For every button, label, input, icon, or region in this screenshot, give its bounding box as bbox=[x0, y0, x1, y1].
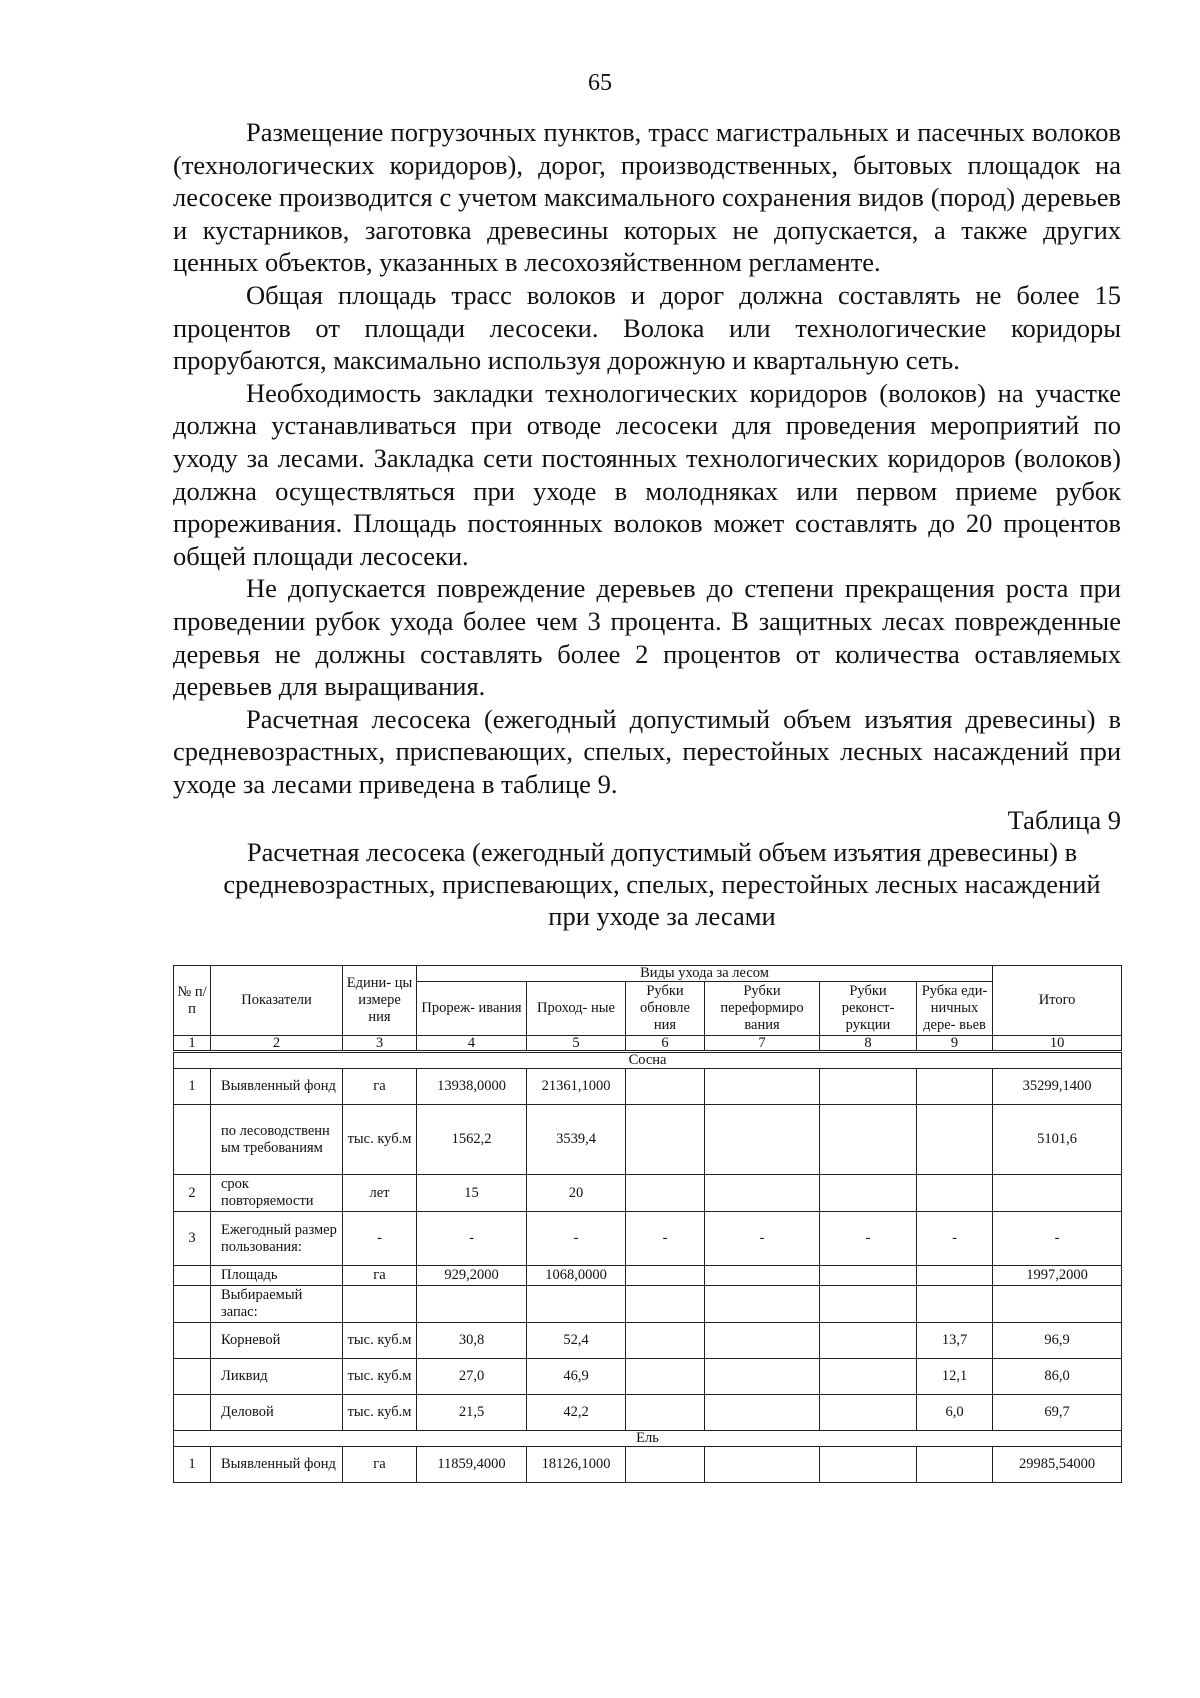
row-value bbox=[626, 1286, 705, 1323]
row-unit: тыс. куб.м bbox=[343, 1323, 417, 1359]
row-value: - bbox=[820, 1212, 917, 1266]
row-indicator: Ликвид bbox=[211, 1359, 343, 1395]
row-value bbox=[917, 1266, 993, 1286]
row-value bbox=[626, 1359, 705, 1395]
row-value: 52,4 bbox=[527, 1323, 626, 1359]
column-number: 2 bbox=[211, 1036, 343, 1052]
row-value bbox=[626, 1395, 705, 1431]
row-value bbox=[626, 1266, 705, 1286]
row-value: 27,0 bbox=[417, 1359, 527, 1395]
row-value: 30,8 bbox=[417, 1323, 527, 1359]
row-num: 1 bbox=[174, 1069, 211, 1105]
row-value bbox=[626, 1069, 705, 1105]
header-thinning: Прореж- ивания bbox=[417, 982, 527, 1036]
row-value: 6,0 bbox=[917, 1395, 993, 1431]
column-number: 6 bbox=[626, 1036, 705, 1052]
row-value bbox=[820, 1175, 917, 1212]
row-value: 13,7 bbox=[917, 1323, 993, 1359]
row-unit: тыс. куб.м bbox=[343, 1359, 417, 1395]
row-value bbox=[626, 1447, 705, 1483]
row-value bbox=[917, 1286, 993, 1323]
row-value bbox=[705, 1175, 820, 1212]
row-value bbox=[705, 1395, 820, 1431]
row-num bbox=[174, 1266, 211, 1286]
row-value bbox=[820, 1105, 917, 1175]
row-value: 1068,0000 bbox=[527, 1266, 626, 1286]
column-number-row bbox=[174, 1036, 1122, 1052]
row-value: - bbox=[417, 1212, 527, 1266]
section-row bbox=[174, 1052, 1122, 1069]
paragraph: Необходимость закладки технологических коридоров (волоков) на участке должна устанавливаться при отводе лесосеки для проведения мероприятий по уходу за лесами. Закладка сети постоянных технологических коридоров (волоков) должна осуществляться при уходе в молодняках или первом приеме рубок прореживания. Площадь постоянных волоков может составлять до 20 процентов общей площади лесосеки. bbox=[173, 377, 1121, 571]
row-value bbox=[626, 1105, 705, 1175]
row-value: - bbox=[527, 1212, 626, 1266]
row-value bbox=[820, 1395, 917, 1431]
row-value: 21,5 bbox=[417, 1395, 527, 1431]
column-number: 4 bbox=[417, 1036, 527, 1052]
row-total: 35299,1400 bbox=[993, 1069, 1122, 1105]
row-value bbox=[917, 1447, 993, 1483]
row-value bbox=[705, 1069, 820, 1105]
table-row bbox=[174, 1286, 1122, 1323]
row-value bbox=[705, 1286, 820, 1323]
row-value: 11859,4000 bbox=[417, 1447, 527, 1483]
table-row bbox=[174, 1105, 1122, 1175]
row-unit: га bbox=[343, 1447, 417, 1483]
page-number: 65 bbox=[588, 70, 612, 96]
row-indicator: Ежегодный размер пользования: bbox=[211, 1212, 343, 1266]
section-row bbox=[174, 1431, 1122, 1447]
row-indicator: Деловой bbox=[211, 1395, 343, 1431]
column-number: 7 bbox=[705, 1036, 820, 1052]
section-title: Сосна bbox=[174, 1052, 1122, 1069]
row-total: 5101,6 bbox=[993, 1105, 1122, 1175]
header-group: Виды ухода за лесом bbox=[417, 966, 993, 982]
row-num: 3 bbox=[174, 1212, 211, 1266]
row-value bbox=[820, 1447, 917, 1483]
paragraph: Расчетная лесосека (ежегодный допустимый объем изъятия древесины) в средневозрастных, приспевающих, спелых, перестойных лесных насаждений при уходе за лесами приведена в таблице 9. bbox=[173, 703, 1121, 799]
header-reconstruction: Рубки реконст- рукции bbox=[820, 982, 917, 1036]
row-value: 3539,4 bbox=[527, 1105, 626, 1175]
header-passage: Проход- ные bbox=[527, 982, 626, 1036]
row-unit: тыс. куб.м bbox=[343, 1395, 417, 1431]
row-total: 86,0 bbox=[993, 1359, 1122, 1395]
column-number: 9 bbox=[917, 1036, 993, 1052]
row-value: 15 bbox=[417, 1175, 527, 1212]
header-indicators: Показатели bbox=[211, 966, 343, 1036]
table-row bbox=[174, 1069, 1122, 1105]
table-row bbox=[174, 1175, 1122, 1212]
row-value: 46,9 bbox=[527, 1359, 626, 1395]
column-number: 3 bbox=[343, 1036, 417, 1052]
row-total: - bbox=[993, 1212, 1122, 1266]
row-indicator: срок повторяемости bbox=[211, 1175, 343, 1212]
row-value bbox=[820, 1266, 917, 1286]
row-total bbox=[993, 1175, 1122, 1212]
row-indicator: Выявленный фонд bbox=[211, 1069, 343, 1105]
row-unit: - bbox=[343, 1212, 417, 1266]
row-value bbox=[917, 1175, 993, 1212]
row-value: - bbox=[705, 1212, 820, 1266]
row-unit: га bbox=[343, 1266, 417, 1286]
row-value: - bbox=[626, 1212, 705, 1266]
row-total: 69,7 bbox=[993, 1395, 1122, 1431]
column-number: 5 bbox=[527, 1036, 626, 1052]
row-indicator: Выбираемый запас: bbox=[211, 1286, 343, 1323]
row-value: 42,2 bbox=[527, 1395, 626, 1431]
header-reformation: Рубки переформиро вания bbox=[705, 982, 820, 1036]
row-total: 1997,2000 bbox=[993, 1266, 1122, 1286]
table-row bbox=[174, 1323, 1122, 1359]
table-row bbox=[174, 1395, 1122, 1431]
paragraph: Не допускается повреждение деревьев до степени прекращения роста при проведении рубок ухода более чем 3 процента. В защитных лесах поврежденные деревья не должны составлять более 2 процентов от количества оставляемых деревьев для выращивания. bbox=[173, 573, 1121, 702]
column-number: 1 bbox=[174, 1036, 211, 1052]
row-num: 1 bbox=[174, 1447, 211, 1483]
row-value bbox=[917, 1105, 993, 1175]
row-num bbox=[174, 1359, 211, 1395]
row-value: 21361,1000 bbox=[527, 1069, 626, 1105]
row-unit bbox=[343, 1286, 417, 1323]
row-num bbox=[174, 1395, 211, 1431]
table-row bbox=[174, 1212, 1122, 1266]
table-body bbox=[174, 1052, 1122, 1483]
column-number: 10 bbox=[993, 1036, 1122, 1052]
row-num bbox=[174, 1323, 211, 1359]
row-indicator: Выявленный фонд bbox=[211, 1447, 343, 1483]
row-unit: га bbox=[343, 1069, 417, 1105]
row-value: 18126,1000 bbox=[527, 1447, 626, 1483]
paragraph: Общая площадь трасс волоков и дорог должна составлять не более 15 процентов от площади лесосеки. Волока или технологические коридоры прорубаются, максимально используя дорожную и квартальную сеть. bbox=[173, 279, 1121, 376]
row-value bbox=[417, 1286, 527, 1323]
row-total: 29985,54000 bbox=[993, 1447, 1122, 1483]
table-row bbox=[174, 1447, 1122, 1483]
header-row bbox=[174, 966, 1122, 982]
table-title: Расчетная лесосека (ежегодный допустимый объем изъятия древесины) в средневозрастных, приспевающих, спелых, перестойных лесных насаждений при уходе за лесами bbox=[223, 837, 1101, 932]
row-value: 20 bbox=[527, 1175, 626, 1212]
row-num bbox=[174, 1286, 211, 1323]
row-value bbox=[705, 1266, 820, 1286]
header-total: Итого bbox=[993, 966, 1122, 1036]
row-indicator: по лесоводственн ым требованиям bbox=[211, 1105, 343, 1175]
header-renewal: Рубки обновле ния bbox=[626, 982, 705, 1036]
row-value: - bbox=[917, 1212, 993, 1266]
section-title: Ель bbox=[174, 1431, 1122, 1447]
row-value bbox=[820, 1359, 917, 1395]
row-value bbox=[820, 1069, 917, 1105]
row-total: 96,9 bbox=[993, 1323, 1122, 1359]
row-value bbox=[527, 1286, 626, 1323]
row-unit: лет bbox=[343, 1175, 417, 1212]
row-value bbox=[705, 1105, 820, 1175]
row-value bbox=[705, 1447, 820, 1483]
row-value bbox=[917, 1069, 993, 1105]
row-indicator: Площадь bbox=[211, 1266, 343, 1286]
header-units: Едини- цы измере ния bbox=[343, 966, 417, 1036]
body-text bbox=[173, 116, 1121, 932]
row-value bbox=[820, 1286, 917, 1323]
row-value bbox=[626, 1323, 705, 1359]
row-value: 12,1 bbox=[917, 1359, 993, 1395]
row-value: 1562,2 bbox=[417, 1105, 527, 1175]
header-single-tree: Рубка еди- ничных дере- вьев bbox=[917, 982, 993, 1036]
row-value bbox=[705, 1323, 820, 1359]
table-label: Таблица 9 bbox=[1007, 805, 1121, 836]
row-value: 929,2000 bbox=[417, 1266, 527, 1286]
row-num bbox=[174, 1105, 211, 1175]
row-value bbox=[626, 1175, 705, 1212]
row-total bbox=[993, 1286, 1122, 1323]
forest-table bbox=[173, 965, 1122, 1483]
row-value bbox=[820, 1323, 917, 1359]
header-num: № п/п bbox=[174, 966, 211, 1036]
column-number: 8 bbox=[820, 1036, 917, 1052]
row-value bbox=[705, 1359, 820, 1395]
paragraph: Размещение погрузочных пунктов, трасс магистральных и пасечных волоков (технологических коридоров), дорог, производственных, бытовых площадок на лесосеке производится с учетом максимального сохранения видов (пород) деревьев и кустарников, заготовка древесины которых не допускается, а также других ценных объектов, указанных в лесохозяйственном регламенте. bbox=[173, 117, 1121, 278]
row-num: 2 bbox=[174, 1175, 211, 1212]
row-value: 13938,0000 bbox=[417, 1069, 527, 1105]
table-row bbox=[174, 1266, 1122, 1286]
table-row bbox=[174, 1359, 1122, 1395]
row-indicator: Корневой bbox=[211, 1323, 343, 1359]
row-unit: тыс. куб.м bbox=[343, 1105, 417, 1175]
